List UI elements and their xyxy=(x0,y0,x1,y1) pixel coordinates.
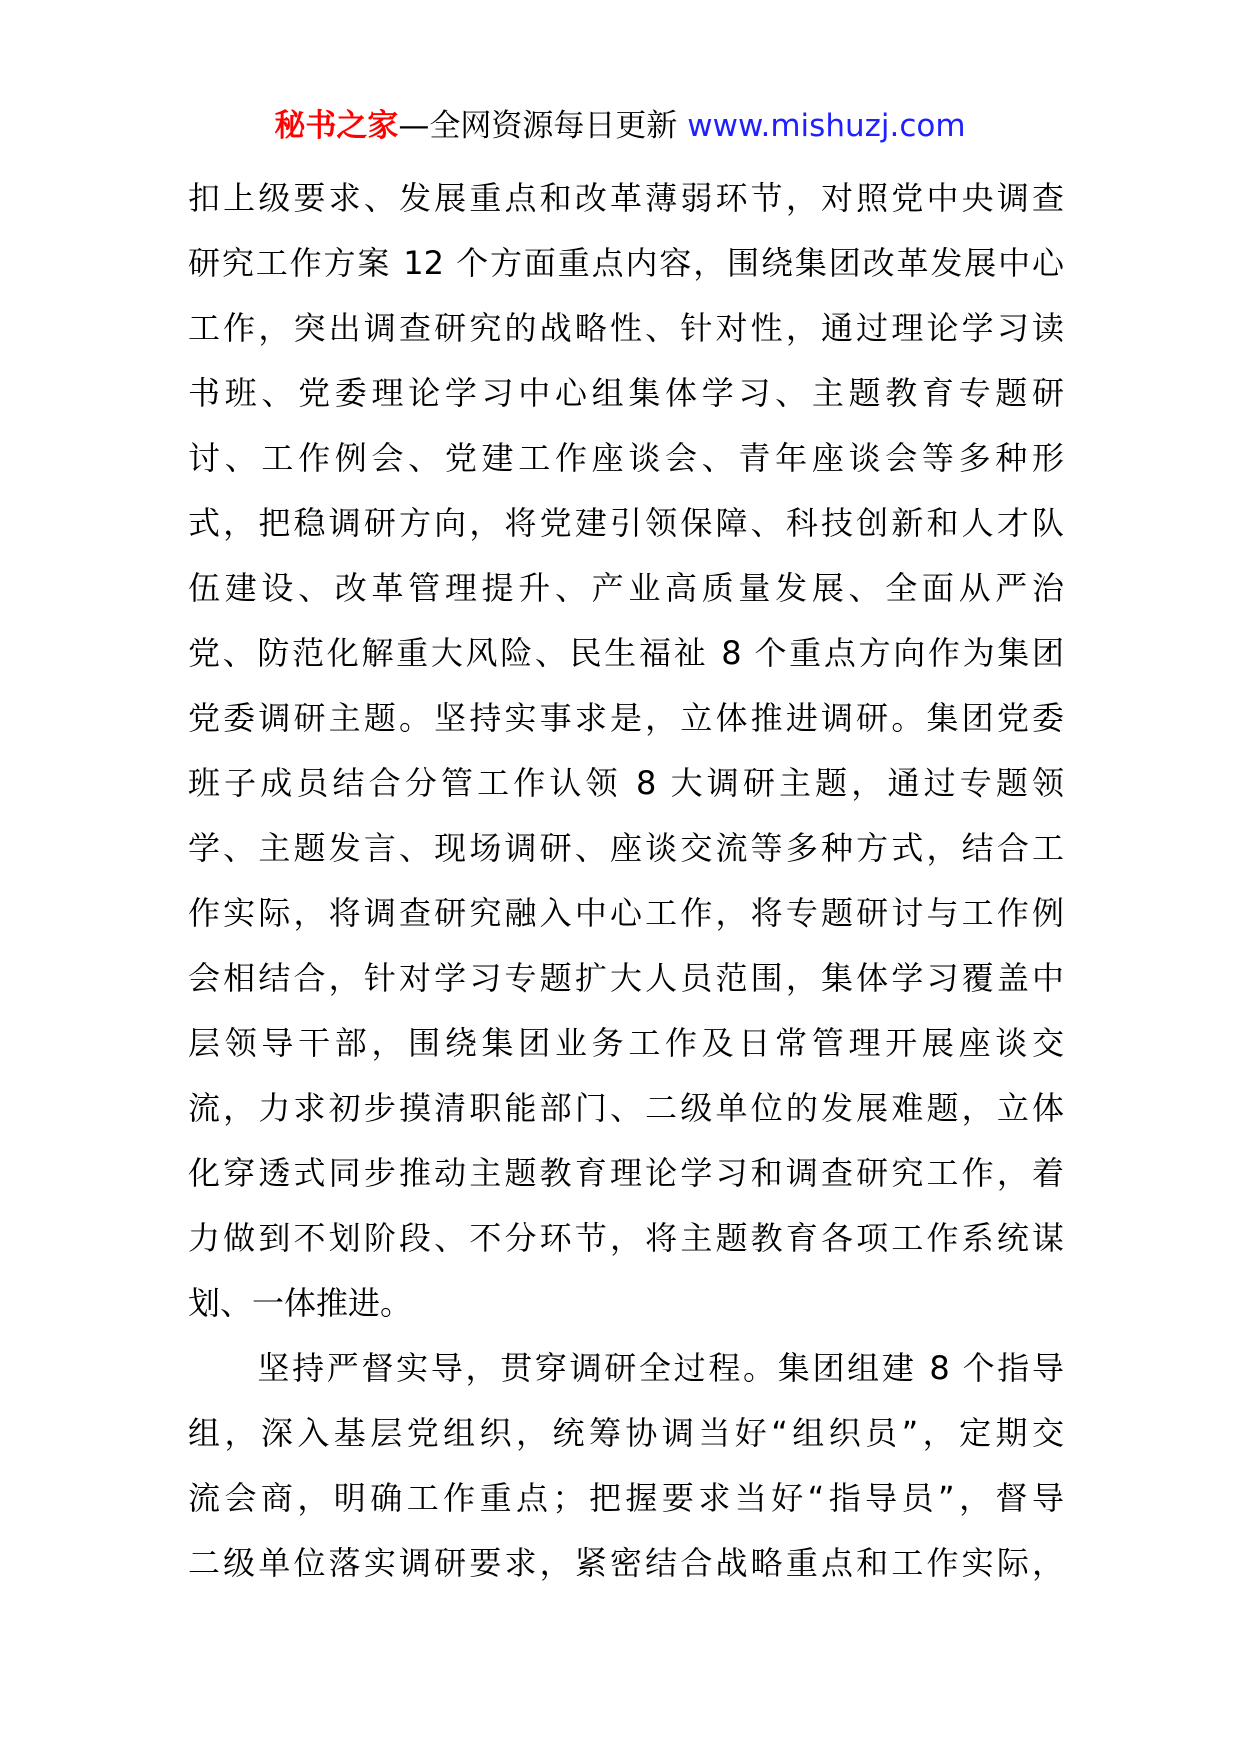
site-header xyxy=(0,104,1240,148)
text-line: 会相结合，针对学习专题扩大人员范围，集体学习覆盖中 xyxy=(188,959,1064,997)
site-tagline: —全网资源每日更新 xyxy=(398,108,688,144)
text-line: 党、防范化解重大风险、民生福祉 8 个重点方向作为集团 xyxy=(188,634,1064,672)
text-line: 学、主题发言、现场调研、座谈交流等多种方式，结合工 xyxy=(188,829,1064,867)
text-line: 组，深入基层党组织，统筹协调当好“组织员”，定期交 xyxy=(188,1414,1064,1452)
text-line: 流会商，明确工作重点；把握要求当好“指导员”，督导 xyxy=(188,1479,1064,1517)
site-url[interactable]: www.mishuzj.com xyxy=(687,108,966,144)
text-line: 化穿透式同步推动主题教育理论学习和调查研究工作，着 xyxy=(188,1154,1064,1192)
text-line: 讨、工作例会、党建工作座谈会、青年座谈会等多种形 xyxy=(188,439,1064,477)
text-line: 流，力求初步摸清职能部门、二级单位的发展难题，立体 xyxy=(188,1089,1064,1127)
paragraph-start-line: 坚持严督实导，贯穿调研全过程。集团组建 8 个指导 xyxy=(188,1349,1064,1387)
text-line: 书班、党委理论学习中心组集体学习、主题教育专题研 xyxy=(188,374,1064,412)
document-body xyxy=(188,166,1064,1596)
text-line: 二级单位落实调研要求，紧密结合战略重点和工作实际， xyxy=(188,1544,1064,1582)
text-line: 研究工作方案 12 个方面重点内容，围绕集团改革发展中心 xyxy=(188,244,1064,282)
text-line: 作实际，将调查研究融入中心工作，将专题研讨与工作例 xyxy=(188,894,1064,932)
text-line: 班子成员结合分管工作认领 8 大调研主题，通过专题领 xyxy=(188,764,1064,802)
text-line: 扣上级要求、发展重点和改革薄弱环节，对照党中央调查 xyxy=(188,179,1064,217)
text-line: 伍建设、改革管理提升、产业高质量发展、全面从严治 xyxy=(188,569,1064,607)
text-line: 式，把稳调研方向，将党建引领保障、科技创新和人才队 xyxy=(188,504,1064,542)
text-line: 层领导干部，围绕集团业务工作及日常管理开展座谈交 xyxy=(188,1024,1064,1062)
text-line: 工作，突出调查研究的战略性、针对性，通过理论学习读 xyxy=(188,309,1064,347)
text-line: 力做到不划阶段、不分环节，将主题教育各项工作系统谋 xyxy=(188,1219,1064,1257)
site-brand: 秘书之家 xyxy=(274,108,399,144)
paragraph-end-line: 划、一体推进。 xyxy=(188,1284,413,1322)
text-line: 党委调研主题。坚持实事求是，立体推进调研。集团党委 xyxy=(188,699,1064,737)
